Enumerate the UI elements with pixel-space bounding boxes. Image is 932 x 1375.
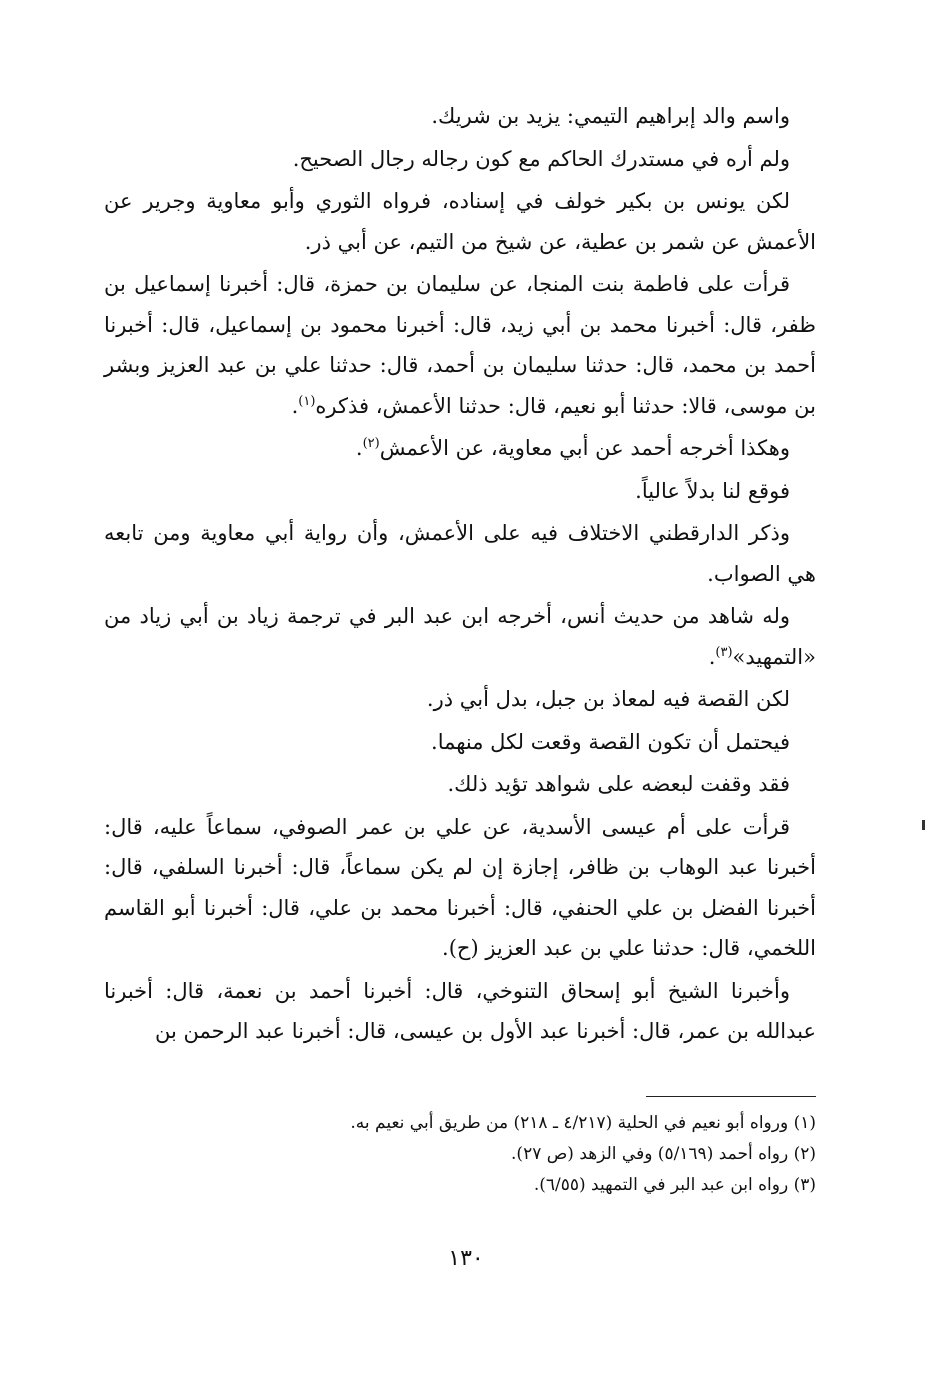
paragraph: قرأت على أم عيسى الأسدية، عن علي بن عمر الصوفي، سماعاً عليه، قال: أخبرنا عبد الوهاب بن ظافر، إجازة إن لم يكن سماعاً، قال: أخبرنا السلفي، قال: أخبرنا الفضل بن علي الحنفي، قال: أخبرنا محمد بن علي، قال: أخبرنا أبو القاسم اللخمي، قال: حدثنا علي بن عبد العزيز (ح). [104,814,816,960]
paragraph: وأخبرنا الشيخ أبو إسحاق التنوخي، قال: أخبرنا أحمد بن نعمة، قال: أخبرنا عبدالله بن عمر، قال: أخبرنا عبد الأول بن عيسى، قال: أخبرنا عبد الرحمن بن [104,978,816,1043]
page-number: ١٣٠ [448,1246,484,1271]
paragraph: لكن يونس بن بكير خولف في إسناده، فرواه الثوري وأبو معاوية وجرير عن الأعمش عن شمر بن عطية، عن شيخ من التيم، عن أبي ذر. [104,189,816,254]
paragraph: قرأت على فاطمة بنت المنجا، عن سليمان بن حمزة، قال: أخبرنا إسماعيل بن ظفر، قال: أخبرنا محمد بن أبي زيد، قال: أخبرنا محمود بن إسماعيل، قال: أخبرنا أحمد بن محمد، قال: حدثنا سليمان بن أحمد، قال: حدثنا علي بن عبد العزيز وبشر بن موسى، قالا: حدثنا أبو نعيم، قال: حدثنا الأعمش، فذكره$^{(١)}$. [104,272,816,418]
paragraph: واسم والد إبراهيم التيمي: يزيد بن شريك. [431,104,790,128]
footnote: (١) ورواه أبو نعيم في الحلية (٤/٢١٧ ـ ٢١٨) من طريق أبي نعيم به. [350,1113,816,1133]
footnotes [104,1108,816,1201]
footnote-ref: (٣) [715,644,733,660]
footnote: (٣) رواه ابن عبد البر في التمهيد (٦/٥٥). [533,1175,816,1195]
paragraph: وله شاهد من حديث أنس، أخرجه ابن عبد البر في ترجمة زياد بن أبي زياد من «التمهيد»$^{(٣)}$. [104,604,816,669]
paragraph: فوقع لنا بدلاً عالياً. [635,478,790,503]
paragraph: لكن القصة فيه لمعاذ بن جبل، بدل أبي ذر. [426,687,790,711]
footnote-separator [646,1096,816,1097]
paragraph: فيحتمل أن تكون القصة وقعت لكل منهما. [431,729,790,754]
footnote-ref: (١) [298,393,316,409]
footnote-ref: (٢) [362,436,380,451]
paragraph: فقد وقفت لبعضه على شواهد تؤيد ذلك. [447,772,790,796]
paragraph: ولم أره في مستدرك الحاكم مع كون رجاله رجال الصحيح. [292,146,790,171]
paragraph: وهكذا أخرجه أحمد عن أبي معاوية، عن الأعمش$^{(٢)}$. [355,436,790,460]
paragraph: وذكر الدارقطني الاختلاف فيه على الأعمش، وأن رواية أبي معاوية ومن تابعه هي الصواب. [104,521,816,586]
scan-edge-mark [922,820,925,830]
footnote: (٢) رواه أحمد (٥/١٦٩) وفي الزهد (ص ٢٧). [511,1144,816,1164]
main-text [104,96,816,1054]
